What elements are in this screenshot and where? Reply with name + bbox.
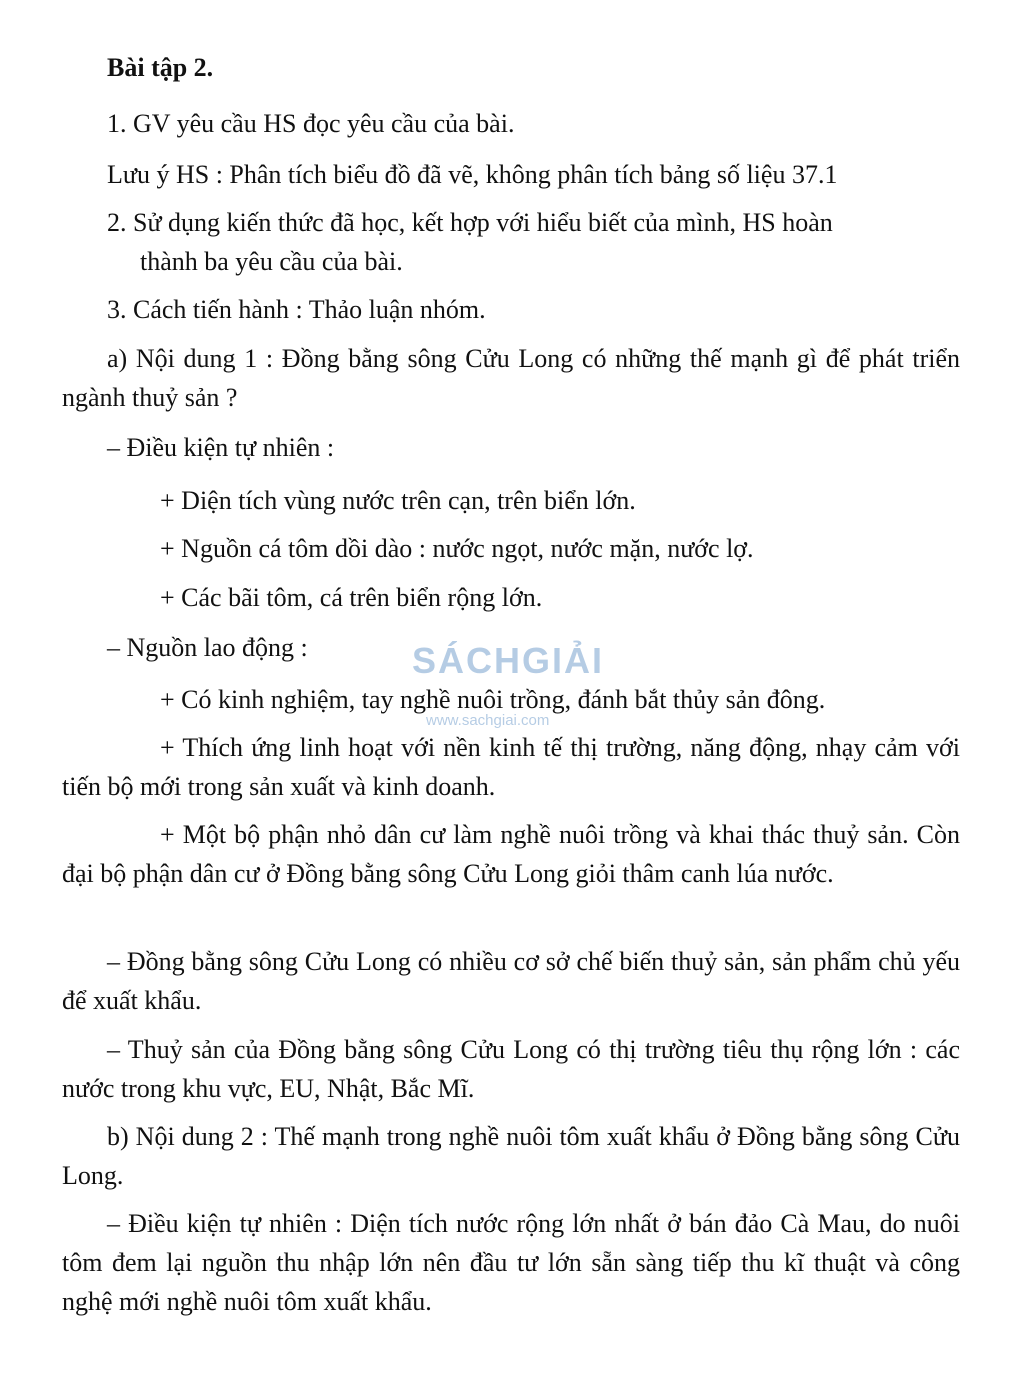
- watermark-brand: SÁCHGIẢI: [412, 640, 605, 681]
- watermark-url: www.sachgiai.com: [426, 712, 550, 729]
- step-2-line-2: thành ba yêu cầu của bài.: [140, 247, 403, 276]
- step-1: 1. GV yêu cầu HS đọc yêu cầu của bài.: [107, 109, 515, 138]
- bullet-experience: + Có kinh nghiệm, tay nghề nuôi trồng, đánh bắt thủy sản đông.: [160, 685, 826, 714]
- shrimp-natural-conditions: – Điều kiện tự nhiên : Diện tích nước rộng lớn nhất ở bán đảo Cà Mau, do nuôi tôm đem lại nguồn thu nhập lớn nên đầu tư lớn sẵn sàng tiếp thu kĩ thuật và công nghệ mới nghề nuôi tôm xuất khẩu.: [62, 1209, 960, 1316]
- bullet-population: + Một bộ phận nhỏ dân cư làm nghề nuôi trồng và khai thác thuỷ sản. Còn đại bộ phận dân cư ở Đồng bằng sông Cửu Long giỏi thâm canh lúa nước.: [62, 820, 960, 888]
- labor-heading: – Nguồn lao động :: [107, 633, 308, 662]
- bullet-adaptability: + Thích ứng linh hoạt với nền kinh tế thị trường, năng động, nhạy cảm với tiến bộ mới trong sản xuất và kinh doanh.: [62, 733, 960, 801]
- content-1-heading: a) Nội dung 1 : Đồng bằng sông Cửu Long có những thế mạnh gì để phát triển ngành thuỷ sản ?: [62, 344, 960, 412]
- exercise-title: Bài tập 2.: [107, 53, 214, 82]
- step-2-line-1: 2. Sử dụng kiến thức đã học, kết hợp với hiểu biết của mình, HS hoàn: [107, 208, 833, 237]
- processing-facilities: – Đồng bằng sông Cửu Long có nhiều cơ sở chế biến thuỷ sản, sản phẩm chủ yếu để xuất khẩu.: [62, 947, 960, 1015]
- step-3: 3. Cách tiến hành : Thảo luận nhóm.: [107, 295, 486, 324]
- bullet-fish-sources: + Nguồn cá tôm dồi dào : nước ngọt, nước mặn, nước lợ.: [160, 534, 754, 563]
- bullet-water-area: + Diện tích vùng nước trên cạn, trên biển lớn.: [160, 486, 636, 515]
- export-markets: – Thuỷ sản của Đồng bằng sông Cửu Long có thị trường tiêu thụ rộng lớn : các nước trong khu vực, EU, Nhật, Bắc Mĩ.: [62, 1035, 960, 1103]
- natural-conditions-heading: – Điều kiện tự nhiên :: [107, 433, 335, 462]
- bullet-fishing-grounds: + Các bãi tôm, cá trên biển rộng lớn.: [160, 583, 543, 612]
- content-2-heading: b) Nội dung 2 : Thế mạnh trong nghề nuôi tôm xuất khẩu ở Đồng bằng sông Cửu Long.: [62, 1122, 960, 1190]
- note-line: Lưu ý HS : Phân tích biểu đồ đã vẽ, không phân tích bảng số liệu 37.1: [107, 160, 838, 189]
